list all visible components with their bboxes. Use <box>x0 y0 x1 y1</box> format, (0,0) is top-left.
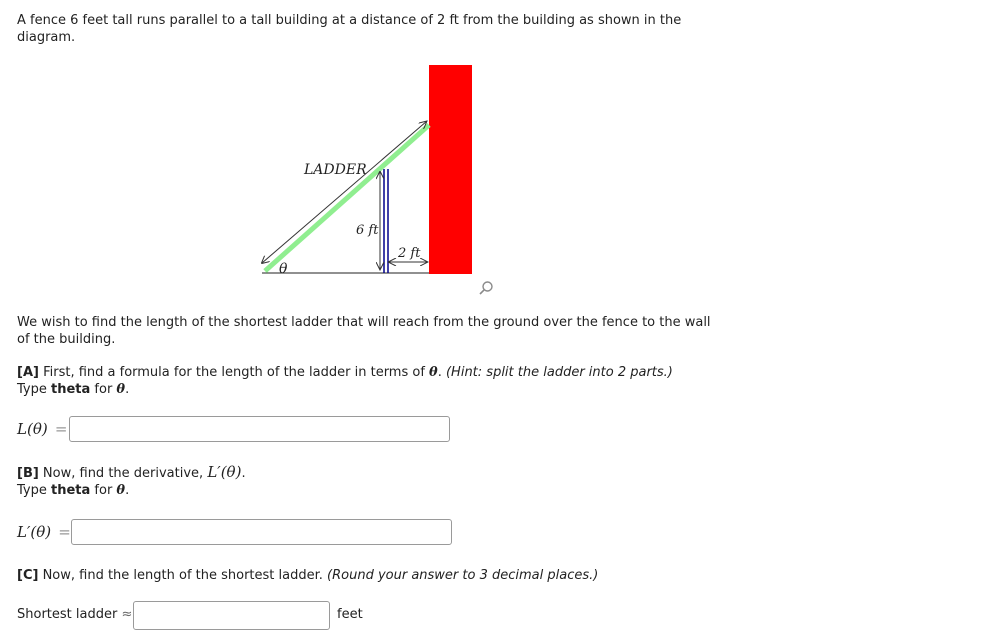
goal-line-2: of the building. <box>17 332 116 347</box>
part-a-label: L(θ) <box>17 420 48 438</box>
part-a-equals: = <box>54 420 68 438</box>
part-c-approx: ≈ <box>121 607 133 622</box>
part-b-label: L′(θ) <box>17 523 52 541</box>
part-c-answer-input[interactable] <box>133 601 330 630</box>
part-a-type-end: . <box>125 382 130 397</box>
part-b-type-word: theta <box>51 483 91 498</box>
goal-text <box>17 314 711 348</box>
part-a-after: . <box>437 365 446 380</box>
part-c-round-note: (Round your answer to 3 decimal places.) <box>327 568 599 583</box>
intro-line-2: diagram. <box>17 30 76 45</box>
part-b-type-for: for <box>90 483 117 498</box>
part-b-derivative: L′(θ) <box>207 463 242 481</box>
part-b-text: Now, find the derivative, <box>38 466 208 481</box>
part-b-question <box>17 464 246 499</box>
building <box>429 65 472 274</box>
part-a-tag: [A] <box>17 365 39 380</box>
part-a-type-theta: θ <box>116 382 126 397</box>
goal-line-1: We wish to find the length of the shortest ladder that will reach from the ground over the fence to the wall <box>17 315 711 330</box>
ladder-diagram <box>0 0 1002 300</box>
ladder-length-arrow <box>262 121 427 263</box>
part-a-question <box>17 364 673 398</box>
gap-label: 2 ft <box>398 246 421 261</box>
part-b-answer-input[interactable] <box>71 519 452 545</box>
part-a-answer-input[interactable] <box>69 416 450 442</box>
part-b-equals: = <box>58 523 71 541</box>
part-b-type-theta: θ <box>116 483 126 498</box>
part-c-unit: feet <box>337 607 363 622</box>
intro-line-1: A fence 6 feet tall runs parallel to a tall building at a distance of 2 ft from the building as shown in the <box>17 13 682 28</box>
magnifier-icon[interactable] <box>478 280 494 296</box>
part-b-type-pre: Type <box>17 483 51 498</box>
part-a-text: First, find a formula for the length of the ladder in terms of <box>38 365 430 380</box>
part-a-type-for: for <box>90 382 117 397</box>
angle-theta-label: θ <box>279 261 288 277</box>
ladder-label: LADDER <box>304 162 367 178</box>
part-c-question <box>17 567 598 584</box>
part-a-theta: θ <box>429 365 438 380</box>
part-a-type-pre: Type <box>17 382 51 397</box>
part-b-after: . <box>241 466 246 481</box>
fence-height-label: 6 ft <box>356 223 379 238</box>
part-b-answer-row <box>17 523 71 541</box>
part-a-answer-row <box>17 420 67 438</box>
part-b-tag: [B] <box>17 466 39 481</box>
part-a-type-word: theta <box>51 382 91 397</box>
part-c-text: Now, find the length of the shortest ladder. <box>38 568 328 583</box>
part-c-answer-row <box>17 607 132 622</box>
part-b-type-end: . <box>125 483 130 498</box>
part-c-tag: [C] <box>17 568 39 583</box>
part-c-label: Shortest ladder <box>17 607 118 622</box>
part-a-hint: (Hint: split the ladder into 2 parts.) <box>445 365 673 380</box>
